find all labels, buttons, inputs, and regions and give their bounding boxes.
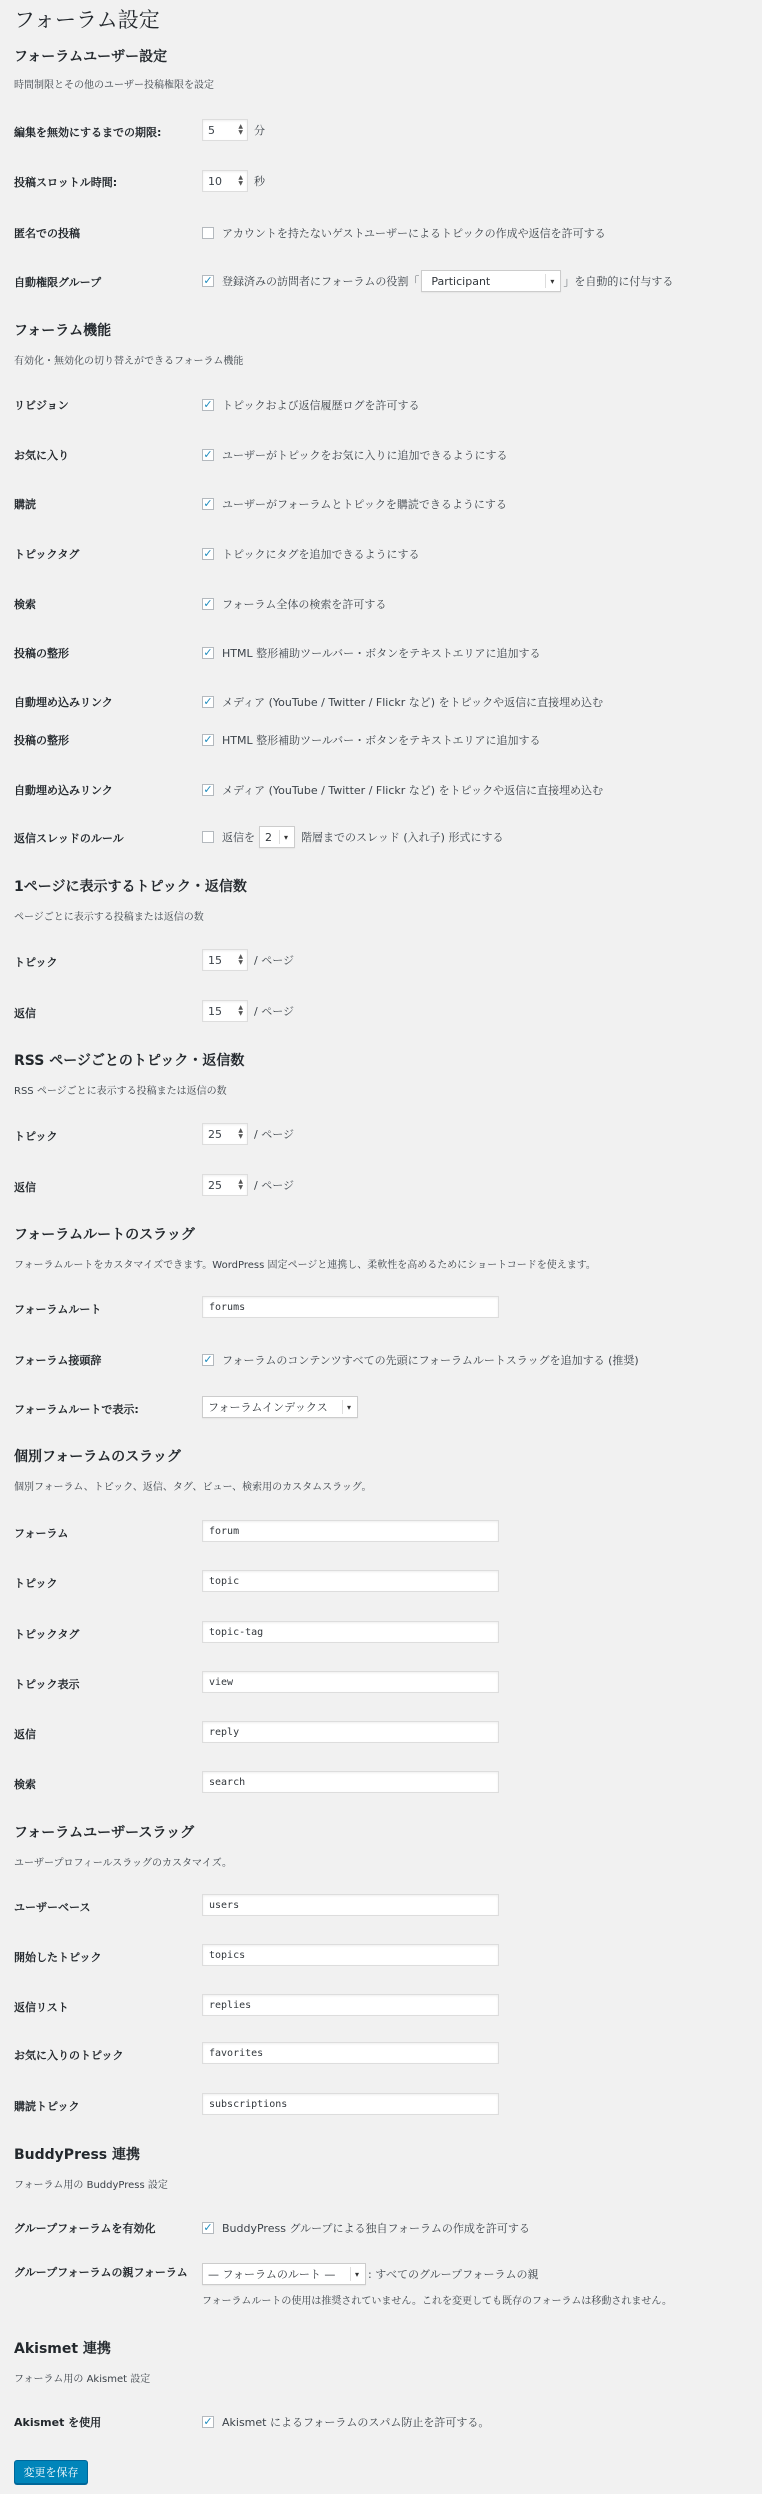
throttle-label: 投稿スロットル時間: <box>14 176 118 189</box>
anonymous-text: アカウントを持たないゲストユーザーによるトピックの作成や返信を許可する <box>222 227 606 240</box>
checkmark-icon: ✓ <box>203 695 213 708</box>
slug-label: トピック <box>14 1577 58 1590</box>
revisions-text: トピックおよび返信履歴ログを許可する <box>222 399 420 412</box>
search-text: フォーラム全体の検索を許可する <box>222 598 387 611</box>
formatting-text: HTML 整形補助ツールバー・ボタンをテキストエリアに追加する <box>222 647 541 660</box>
per-page-topics-label: トピック <box>14 956 58 969</box>
user-slug-control <box>202 1944 499 1966</box>
group-forums-label: グループフォーラムを有効化 <box>14 2222 156 2235</box>
formatting-label: 投稿の整形 <box>14 647 69 660</box>
slug-label: フォーラム <box>14 1527 69 1540</box>
formatting-checkbox[interactable] <box>202 647 214 659</box>
group-forums-text: BuddyPress グループによる独自フォーラムの作成を許可する <box>222 2222 530 2235</box>
spinner-icon[interactable]: ▲ ▼ <box>238 1004 243 1017</box>
search-label: 検索 <box>14 598 36 611</box>
section-desc-user: 時間制限とその他のユーザー投稿権限を設定 <box>14 80 214 91</box>
edit-lock-label: 編集を無効にするまでの期限: <box>14 126 162 139</box>
embed-checkbox[interactable] <box>202 696 214 708</box>
show-on-root-control <box>202 1396 358 1418</box>
per-page-replies-unit: / ページ <box>254 1005 294 1018</box>
revisions-checkbox[interactable] <box>202 399 214 411</box>
section-title-akismet: Akismet 連携 <box>14 2341 111 2357</box>
section-title-root-slug: フォーラムルートのスラッグ <box>14 1227 195 1243</box>
throttle-unit: 秒 <box>254 175 265 188</box>
slug-label: トピック表示 <box>14 1678 80 1691</box>
akismet-control <box>202 2414 489 2430</box>
checkmark-icon: ✓ <box>203 497 213 510</box>
chevron-down-icon: ▾ <box>350 2267 363 2281</box>
threaded-checkbox[interactable] <box>202 831 214 843</box>
user-slug-label: 返信リスト <box>14 2001 69 2014</box>
section-desc-root-slug: フォーラムルートをカスタマイズできます。WordPress 固定ページと連携し、柔軟性を高めるためにショートコードを使えます。 <box>14 1260 596 1271</box>
section-desc-single-slugs: 個別フォーラム、トピック、返信、タグ、ビュー、検索用のカスタムスラッグ。 <box>14 1482 372 1493</box>
slug-control <box>202 1520 499 1542</box>
section-title-user: フォーラムユーザー設定 <box>14 49 168 65</box>
user-slug-input[interactable]: favorites <box>202 2042 499 2064</box>
spinner-icon[interactable]: ▲ ▼ <box>238 1178 243 1191</box>
topic-tags-control <box>202 546 420 562</box>
favorites-text: ユーザーがトピックをお気に入りに追加できるようにする <box>222 449 508 462</box>
akismet-label: Akismet を使用 <box>14 2416 102 2429</box>
formatting-label-2: 投稿の整形 <box>14 734 69 747</box>
embed-checkbox-2[interactable] <box>202 784 214 796</box>
favorites-label: お気に入り <box>14 449 69 462</box>
rss-topics-control <box>202 1123 294 1145</box>
auto-role-label: 自動権限グループ <box>14 276 102 289</box>
throttle-control <box>202 170 265 192</box>
group-forums-control <box>202 2220 530 2236</box>
chevron-down-icon: ▾ <box>279 830 292 844</box>
throttle-input[interactable]: 10 ▲ ▼ <box>202 170 248 192</box>
user-slug-input[interactable]: users <box>202 1894 499 1916</box>
slug-control <box>202 1621 499 1643</box>
checkmark-icon: ✓ <box>203 1353 213 1366</box>
section-desc-buddypress: フォーラム用の BuddyPress 設定 <box>14 2180 168 2191</box>
user-slug-label: ユーザーベース <box>14 1901 91 1914</box>
per-page-replies-control <box>202 1000 294 1022</box>
checkmark-icon: ✓ <box>203 547 213 560</box>
group-forums-checkbox[interactable] <box>202 2222 214 2234</box>
thread-depth-select[interactable]: 2 ▾ <box>259 826 295 848</box>
rss-topics-label: トピック <box>14 1130 58 1143</box>
per-page-topics-control <box>202 949 294 971</box>
slug-label: 検索 <box>14 1778 36 1791</box>
group-parent-label: グループフォーラムの親フォーラム <box>14 2266 188 2279</box>
topic-tags-text: トピックにタグを追加できるようにする <box>222 548 420 561</box>
section-title-rss: RSS ページごとのトピック・返信数 <box>14 1053 245 1069</box>
forum-root-control <box>202 1296 499 1318</box>
forum-root-label: フォーラムルート <box>14 1303 102 1316</box>
section-desc-user-slugs: ユーザープロフィールスラッグのカスタマイズ。 <box>14 1858 232 1869</box>
slug-control <box>202 1570 499 1592</box>
rss-topics-unit: / ページ <box>254 1128 294 1141</box>
formatting-control-2 <box>202 732 540 748</box>
user-slug-input[interactable]: subscriptions <box>202 2093 499 2115</box>
forum-prefix-checkbox[interactable] <box>202 1354 214 1366</box>
chevron-down-icon: ▾ <box>545 274 558 288</box>
group-parent-select[interactable]: — フォーラムのルート — ▾ <box>202 2263 366 2285</box>
save-changes-button[interactable]: 変更を保存 <box>14 2460 88 2484</box>
embed-control <box>202 694 603 710</box>
group-parent-note: フォーラムルートの使用は推奨されていません。これを変更しても既存のフォーラムは移動されません。 <box>202 2296 672 2307</box>
revisions-label: リビジョン <box>14 399 69 412</box>
edit-lock-control <box>202 119 265 141</box>
subscriptions-checkbox[interactable] <box>202 498 214 510</box>
search-control <box>202 596 386 612</box>
rss-replies-control <box>202 1174 294 1196</box>
slug-label: 返信 <box>14 1728 36 1741</box>
slug-control <box>202 1721 499 1743</box>
user-slug-input[interactable]: topics <box>202 1944 499 1966</box>
forum-prefix-control <box>202 1352 639 1368</box>
user-slug-input[interactable]: replies <box>202 1994 499 2016</box>
forum-root-input[interactable]: forums <box>202 1296 499 1318</box>
auto-role-text-before: 登録済みの訪問者にフォーラムの役割「 <box>222 275 420 288</box>
checkmark-icon: ✓ <box>203 2415 213 2428</box>
slug-control <box>202 1671 499 1693</box>
embed-label: 自動埋め込みリンク <box>14 696 113 709</box>
checkmark-icon: ✓ <box>203 448 213 461</box>
section-desc-per-page: ページごとに表示する投稿または返信の数 <box>14 912 204 923</box>
section-title-buddypress: BuddyPress 連携 <box>14 2147 141 2163</box>
threaded-text-after: 階層までのスレッド (入れ子) 形式にする <box>301 831 504 844</box>
user-slug-label: 開始したトピック <box>14 1951 102 1964</box>
section-title-features: フォーラム機能 <box>14 323 112 339</box>
akismet-checkbox[interactable] <box>202 2416 214 2428</box>
checkmark-icon: ✓ <box>203 274 213 287</box>
auto-role-checkbox[interactable] <box>202 275 214 287</box>
favorites-control <box>202 447 508 463</box>
formatting-control <box>202 645 540 661</box>
section-title-user-slugs: フォーラムユーザースラッグ <box>14 1825 195 1841</box>
checkmark-icon: ✓ <box>203 646 213 659</box>
per-page-topics-input[interactable]: 15 ▲ ▼ <box>202 949 248 971</box>
auto-role-text-after: 」を自動的に付与する <box>563 275 674 288</box>
slug-label: トピックタグ <box>14 1628 80 1641</box>
per-page-replies-input[interactable]: 15 ▲ ▼ <box>202 1000 248 1022</box>
checkmark-icon: ✓ <box>203 398 213 411</box>
embed-control-2 <box>202 782 603 798</box>
section-desc-rss: RSS ページごとに表示する投稿または返信の数 <box>14 1086 227 1097</box>
rss-replies-input[interactable]: 25 ▲ ▼ <box>202 1174 248 1196</box>
show-on-root-label: フォーラムルートで表示: <box>14 1403 139 1416</box>
embed-label-2: 自動埋め込みリンク <box>14 784 113 797</box>
threaded-label: 返信スレッドのルール <box>14 832 124 845</box>
topic-tags-checkbox[interactable] <box>202 548 214 560</box>
user-slug-control <box>202 1994 499 2016</box>
embed-text-2: メディア (YouTube / Twitter / Flickr など) をトピックや返信に直接埋め込む <box>222 784 604 797</box>
group-parent-control <box>202 2263 538 2285</box>
spinner-icon[interactable]: ▲ ▼ <box>238 174 243 187</box>
section-desc-features: 有効化・無効化の切り替えができるフォーラム機能 <box>14 356 244 367</box>
revisions-control <box>202 397 420 413</box>
akismet-text: Akismet によるフォーラムのスパム防止を許可する。 <box>222 2416 490 2429</box>
subscriptions-control <box>202 496 507 512</box>
group-parent-text: : すべてのグループフォーラムの親 <box>368 2268 539 2281</box>
slug-input[interactable]: forum <box>202 1520 499 1542</box>
spinner-icon[interactable]: ▲ ▼ <box>238 123 243 136</box>
anonymous-control <box>202 225 606 241</box>
slug-input[interactable]: topic <box>202 1570 499 1592</box>
topic-tags-label: トピックタグ <box>14 548 80 561</box>
slug-input[interactable]: view <box>202 1671 499 1693</box>
user-slug-control <box>202 1894 499 1916</box>
spinner-icon[interactable]: ▲ ▼ <box>238 953 243 966</box>
slug-input[interactable]: search <box>202 1771 499 1793</box>
rss-replies-label: 返信 <box>14 1181 36 1194</box>
checkmark-icon: ✓ <box>203 783 213 796</box>
embed-text: メディア (YouTube / Twitter / Flickr など) をトピックや返信に直接埋め込む <box>222 696 604 709</box>
per-page-topics-unit: / ページ <box>254 954 294 967</box>
edit-lock-input[interactable]: 5 ▲ ▼ <box>202 119 248 141</box>
spinner-icon[interactable]: ▲ ▼ <box>238 1127 243 1140</box>
show-on-root-select[interactable]: フォーラムインデックス ▾ <box>202 1396 358 1418</box>
section-desc-akismet: フォーラム用の Akismet 設定 <box>14 2374 151 2385</box>
formatting-text-2: HTML 整形補助ツールバー・ボタンをテキストエリアに追加する <box>222 734 541 747</box>
per-page-replies-label: 返信 <box>14 1007 36 1020</box>
anonymous-checkbox[interactable] <box>202 227 214 239</box>
auto-role-control <box>202 270 673 292</box>
user-slug-label: 購読トピック <box>14 2100 80 2113</box>
slug-input[interactable]: topic-tag <box>202 1621 499 1643</box>
slug-input[interactable]: reply <box>202 1721 499 1743</box>
checkmark-icon: ✓ <box>203 733 213 746</box>
edit-lock-unit: 分 <box>254 124 265 137</box>
chevron-down-icon: ▾ <box>342 1400 355 1414</box>
subscriptions-label: 購読 <box>14 498 36 511</box>
checkmark-icon: ✓ <box>203 2221 213 2234</box>
checkmark-icon: ✓ <box>203 597 213 610</box>
user-slug-control <box>202 2093 499 2115</box>
rss-topics-input[interactable]: 25 ▲ ▼ <box>202 1123 248 1145</box>
forum-prefix-text: フォーラムのコンテンツすべての先頭にフォーラムルートスラッグを追加する (推奨) <box>222 1354 639 1367</box>
user-slug-control <box>202 2042 499 2064</box>
role-select[interactable]: Participant ▾ <box>421 270 561 292</box>
page-title: フォーラム設定 <box>14 8 160 32</box>
rss-replies-unit: / ページ <box>254 1179 294 1192</box>
favorites-checkbox[interactable] <box>202 449 214 461</box>
formatting-checkbox-2[interactable] <box>202 734 214 746</box>
threaded-control <box>202 826 503 848</box>
forum-prefix-label: フォーラム接頭辞 <box>14 1354 102 1367</box>
anonymous-label: 匿名での投稿 <box>14 227 80 240</box>
user-slug-label: お気に入りのトピック <box>14 2049 124 2062</box>
threaded-text-before: 返信を <box>222 831 255 844</box>
search-checkbox[interactable] <box>202 598 214 610</box>
subscriptions-text: ユーザーがフォーラムとトピックを購読できるようにする <box>222 498 507 511</box>
section-title-per-page: 1ページに表示するトピック・返信数 <box>14 879 247 895</box>
slug-control <box>202 1771 499 1793</box>
section-title-single-slugs: 個別フォーラムのスラッグ <box>14 1449 181 1465</box>
